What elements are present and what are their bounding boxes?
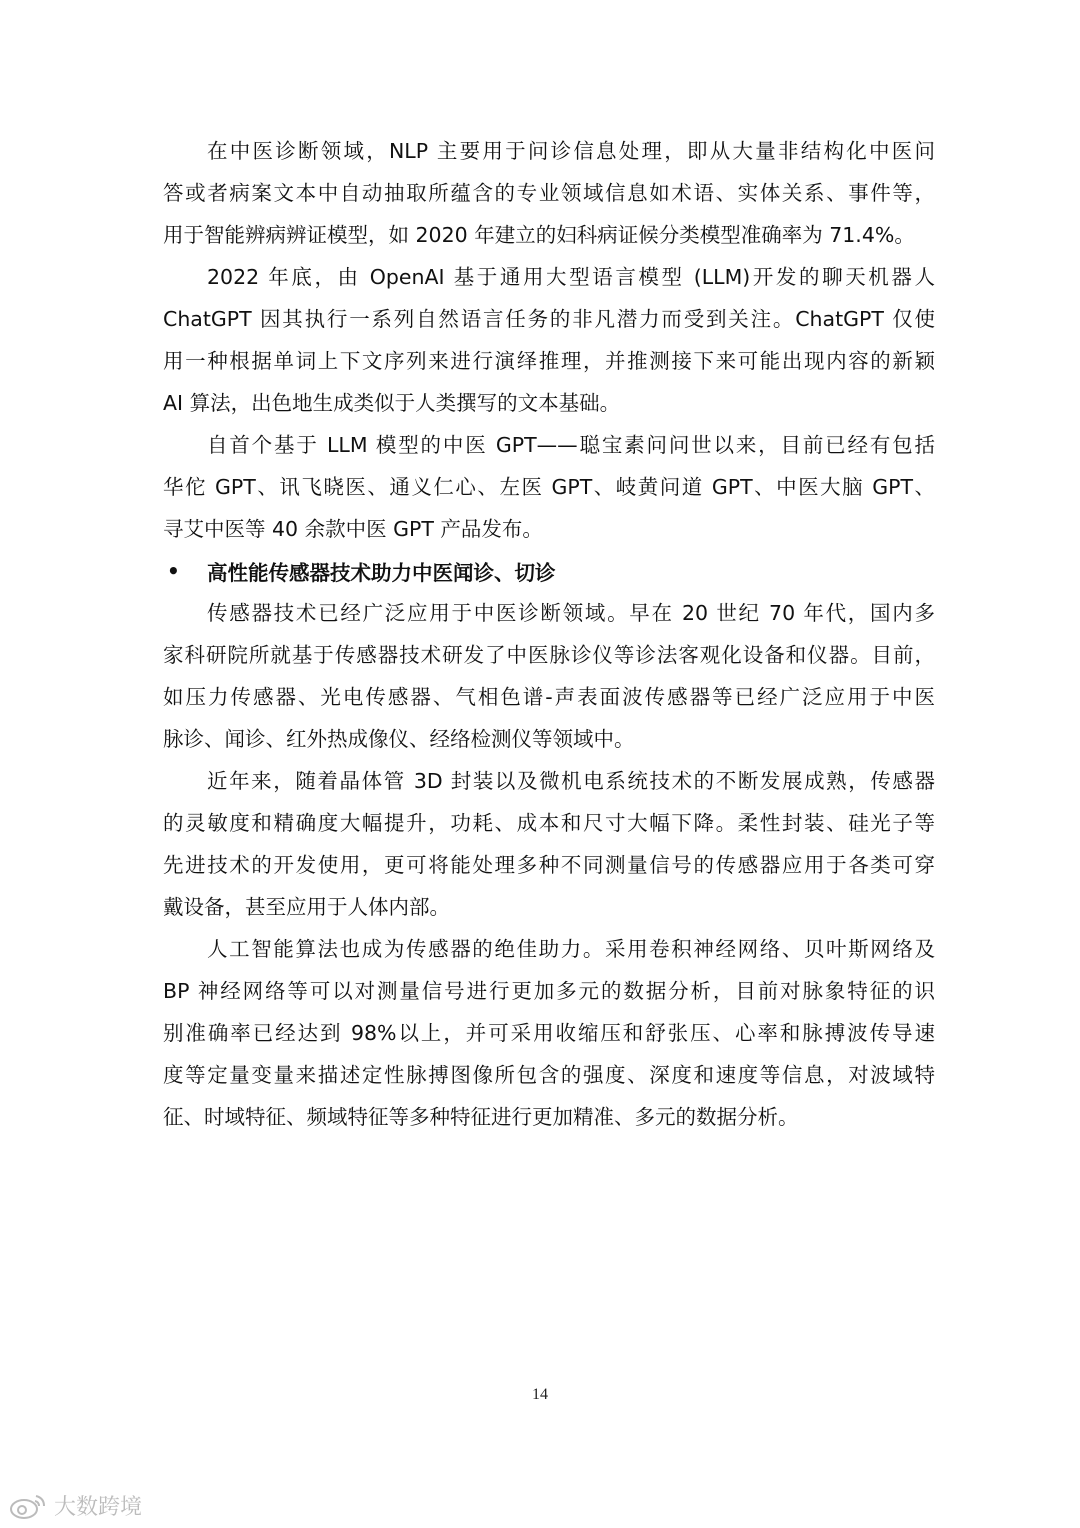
paragraph-line: 2022 年底，由 OpenAI 基于通用大型语言模型 (LLM)开发的聊天机器人 <box>207 265 935 289</box>
paragraph-line: 征、时域特征、频域特征等多种特征进行更加精准、多元的数据分析。 <box>163 1105 799 1129</box>
paragraph-line: 用于智能辨病辨证模型，如 2020 年建立的妇科病证候分类模型准确率为 71.4%。 <box>163 223 915 247</box>
paragraph <box>163 760 935 928</box>
paragraph-line: 人工智能算法也成为传感器的绝佳助力。采用卷积神经网络、贝叶斯网络及 <box>207 937 935 961</box>
paragraph-group-sensors <box>163 592 935 1138</box>
paragraph-line: 答或者病案文本中自动抽取所蕴含的专业领域信息如术语、实体关系、事件等， <box>163 181 935 205</box>
paragraph-line: 寻艾中医等 40 余款中医 GPT 产品发布。 <box>163 517 543 541</box>
paragraph-line: 在中医诊断领域，NLP 主要用于问诊信息处理，即从大量非结构化中医问 <box>207 139 935 163</box>
paragraph-line: 自首个基于 LLM 模型的中医 GPT——聪宝素问问世以来，目前已经有包括 <box>207 433 935 457</box>
paragraph-group-ai-nlp <box>163 130 935 550</box>
paragraph-line: 脉诊、闻诊、红外热成像仪、经络检测仪等领域中。 <box>163 727 635 751</box>
page-number: 14 <box>532 1386 548 1403</box>
watermark <box>8 1490 142 1521</box>
paragraph-line: AI 算法，出色地生成类似于人类撰写的文本基础。 <box>163 391 621 415</box>
paragraph-line: 用一种根据单词上下文序列来进行演绎推理，并推测接下来可能出现内容的新颖 <box>163 349 935 373</box>
paragraph <box>163 928 935 1138</box>
paragraph-line: BP 神经网络等可以对测量信号进行更加多元的数据分析，目前对脉象特征的识 <box>163 979 935 1003</box>
paragraph-line: 别准确率已经达到 98%以上，并可采用收缩压和舒张压、心率和脉搏波传导速 <box>163 1021 935 1045</box>
bullet-icon: • <box>167 559 180 583</box>
paragraph <box>163 424 935 550</box>
weibo-logo-icon <box>8 1492 48 1520</box>
paragraph-line: 传感器技术已经广泛应用于中医诊断领域。早在 20 世纪 70 年代，国内多 <box>207 601 935 625</box>
paragraph-line: ChatGPT 因其执行一系列自然语言任务的非凡潜力而受到关注。ChatGPT 仅使 <box>163 307 935 331</box>
paragraph-line: 先进技术的开发使用，更可将能处理多种不同测量信号的传感器应用于各类可穿 <box>163 853 935 877</box>
paragraph-line: 华佗 GPT、讯飞晓医、通义仁心、左医 GPT、岐黄问道 GPT、中医大脑 GPT、 <box>163 475 935 499</box>
section-heading <box>163 550 935 592</box>
paragraph <box>163 256 935 424</box>
document-body <box>163 130 935 1138</box>
paragraph-line: 家科研院所就基于传感器技术研发了中医脉诊仪等诊法客观化设备和仪器。目前， <box>163 643 935 667</box>
watermark-text: 大数跨境 <box>54 1495 143 1520</box>
section-heading-text: 高性能传感器技术助力中医闻诊、切诊 <box>207 561 556 585</box>
paragraph-line: 如压力传感器、光电传感器、气相色谱-声表面波传感器等已经广泛应用于中医 <box>163 685 935 709</box>
paragraph-line: 的灵敏度和精确度大幅提升，功耗、成本和尺寸大幅下降。柔性封装、硅光子等 <box>163 811 935 835</box>
paragraph <box>163 130 935 256</box>
paragraph-line: 近年来，随着晶体管 3D 封装以及微机电系统技术的不断发展成熟，传感器 <box>207 769 935 793</box>
paragraph-line: 戴设备，甚至应用于人体内部。 <box>163 895 450 919</box>
paragraph-line: 度等定量变量来描述定性脉搏图像所包含的强度、深度和速度等信息，对波域特 <box>163 1063 935 1087</box>
paragraph <box>163 592 935 760</box>
